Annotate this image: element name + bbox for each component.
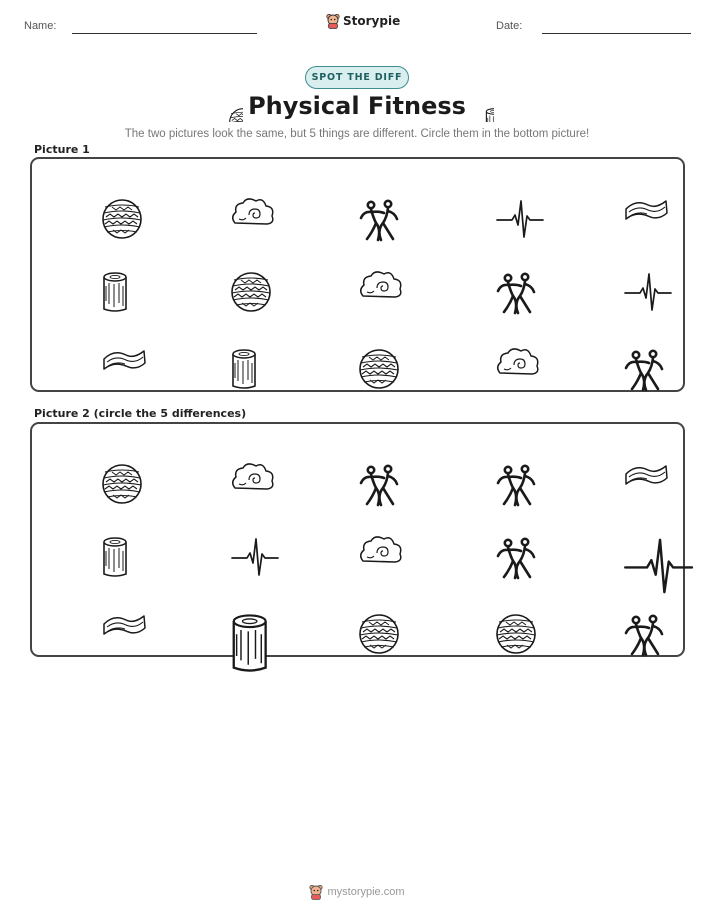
picture-1-cell xyxy=(62,237,142,307)
ball-icon xyxy=(211,252,251,292)
picture-2-cell[interactable] xyxy=(319,429,399,499)
picture-2-cell[interactable] xyxy=(191,429,271,499)
log-icon xyxy=(89,517,115,557)
picture-2-panel[interactable] xyxy=(30,422,685,657)
dancers-icon xyxy=(339,442,379,486)
bear-mascot-icon xyxy=(326,13,340,29)
picture-1-cell xyxy=(456,164,536,234)
instructions: The two pictures look the same, but 5 things are different. Circle them in the bottom picture! xyxy=(124,128,590,140)
picture-1-cell xyxy=(319,237,399,307)
picture-1-cell xyxy=(191,164,271,234)
picture-2-cell[interactable] xyxy=(456,579,536,649)
wave-icon xyxy=(80,602,124,626)
cloud-icon xyxy=(337,523,381,551)
picture-1-cell xyxy=(62,164,142,234)
picture-2-label: Picture 2 (circle the 5 differences) xyxy=(34,407,247,420)
name-label: Name: xyxy=(24,20,57,32)
picture-1-cell xyxy=(62,314,142,384)
picture-2-cell[interactable] xyxy=(62,429,142,499)
picture-2-cell[interactable] xyxy=(191,579,271,649)
ball-icon xyxy=(476,594,516,634)
date-line[interactable] xyxy=(542,33,691,34)
picture-1-cell xyxy=(319,164,399,234)
title-log-icon xyxy=(476,94,494,127)
heartbeat-icon xyxy=(589,508,659,566)
picture-2-cell[interactable] xyxy=(319,502,399,572)
footer-site: mystorypie.com xyxy=(327,886,405,898)
footer xyxy=(0,884,714,900)
cloud-icon xyxy=(474,335,518,363)
wave-icon xyxy=(602,452,646,476)
picture-2-cell[interactable] xyxy=(62,579,142,649)
brand-name: Storypie xyxy=(343,14,401,28)
picture-1-cell xyxy=(191,314,271,384)
ball-icon xyxy=(82,444,122,484)
log-icon xyxy=(218,329,244,369)
dancers-icon xyxy=(604,592,644,636)
ball-icon xyxy=(82,179,122,219)
cloud-icon xyxy=(209,185,253,213)
picture-1-cell xyxy=(584,314,664,384)
picture-1-cell xyxy=(456,237,536,307)
cloud-icon xyxy=(337,258,381,286)
picture-1-panel xyxy=(30,157,685,392)
page-title: Physical Fitness xyxy=(248,92,466,120)
dancers-icon xyxy=(476,250,516,294)
picture-2-cell[interactable] xyxy=(191,502,271,572)
picture-1-label: Picture 1 xyxy=(34,143,90,156)
picture-1-cell xyxy=(584,237,664,307)
brand-logo xyxy=(326,13,400,29)
log-icon xyxy=(89,252,115,292)
picture-1-cell xyxy=(456,314,536,384)
log-icon xyxy=(212,585,250,643)
picture-1-cell xyxy=(584,164,664,234)
date-label: Date: xyxy=(496,20,523,32)
heartbeat-icon xyxy=(472,179,520,219)
ball-icon xyxy=(339,329,379,369)
picture-2-cell[interactable] xyxy=(456,429,536,499)
picture-2-cell[interactable] xyxy=(584,502,664,572)
wave-icon xyxy=(80,337,124,361)
cloud-icon xyxy=(209,450,253,478)
spot-the-diff-badge: SPOT THE DIFF xyxy=(305,66,409,89)
picture-2-cell[interactable] xyxy=(584,579,664,649)
wave-icon xyxy=(602,187,646,211)
picture-1-cell xyxy=(319,314,399,384)
bear-mascot-icon xyxy=(309,884,323,900)
heartbeat-icon xyxy=(207,517,255,557)
name-line[interactable] xyxy=(72,33,257,34)
heartbeat-icon xyxy=(600,252,648,292)
picture-1-cell xyxy=(191,237,271,307)
picture-2-cell[interactable] xyxy=(456,502,536,572)
dancers-icon xyxy=(476,442,516,486)
dancers-icon xyxy=(476,515,516,559)
ball-icon xyxy=(339,594,379,634)
picture-2-cell[interactable] xyxy=(584,429,664,499)
dancers-icon xyxy=(604,327,644,371)
picture-2-cell[interactable] xyxy=(319,579,399,649)
picture-2-cell[interactable] xyxy=(62,502,142,572)
dancers-icon xyxy=(339,177,379,221)
